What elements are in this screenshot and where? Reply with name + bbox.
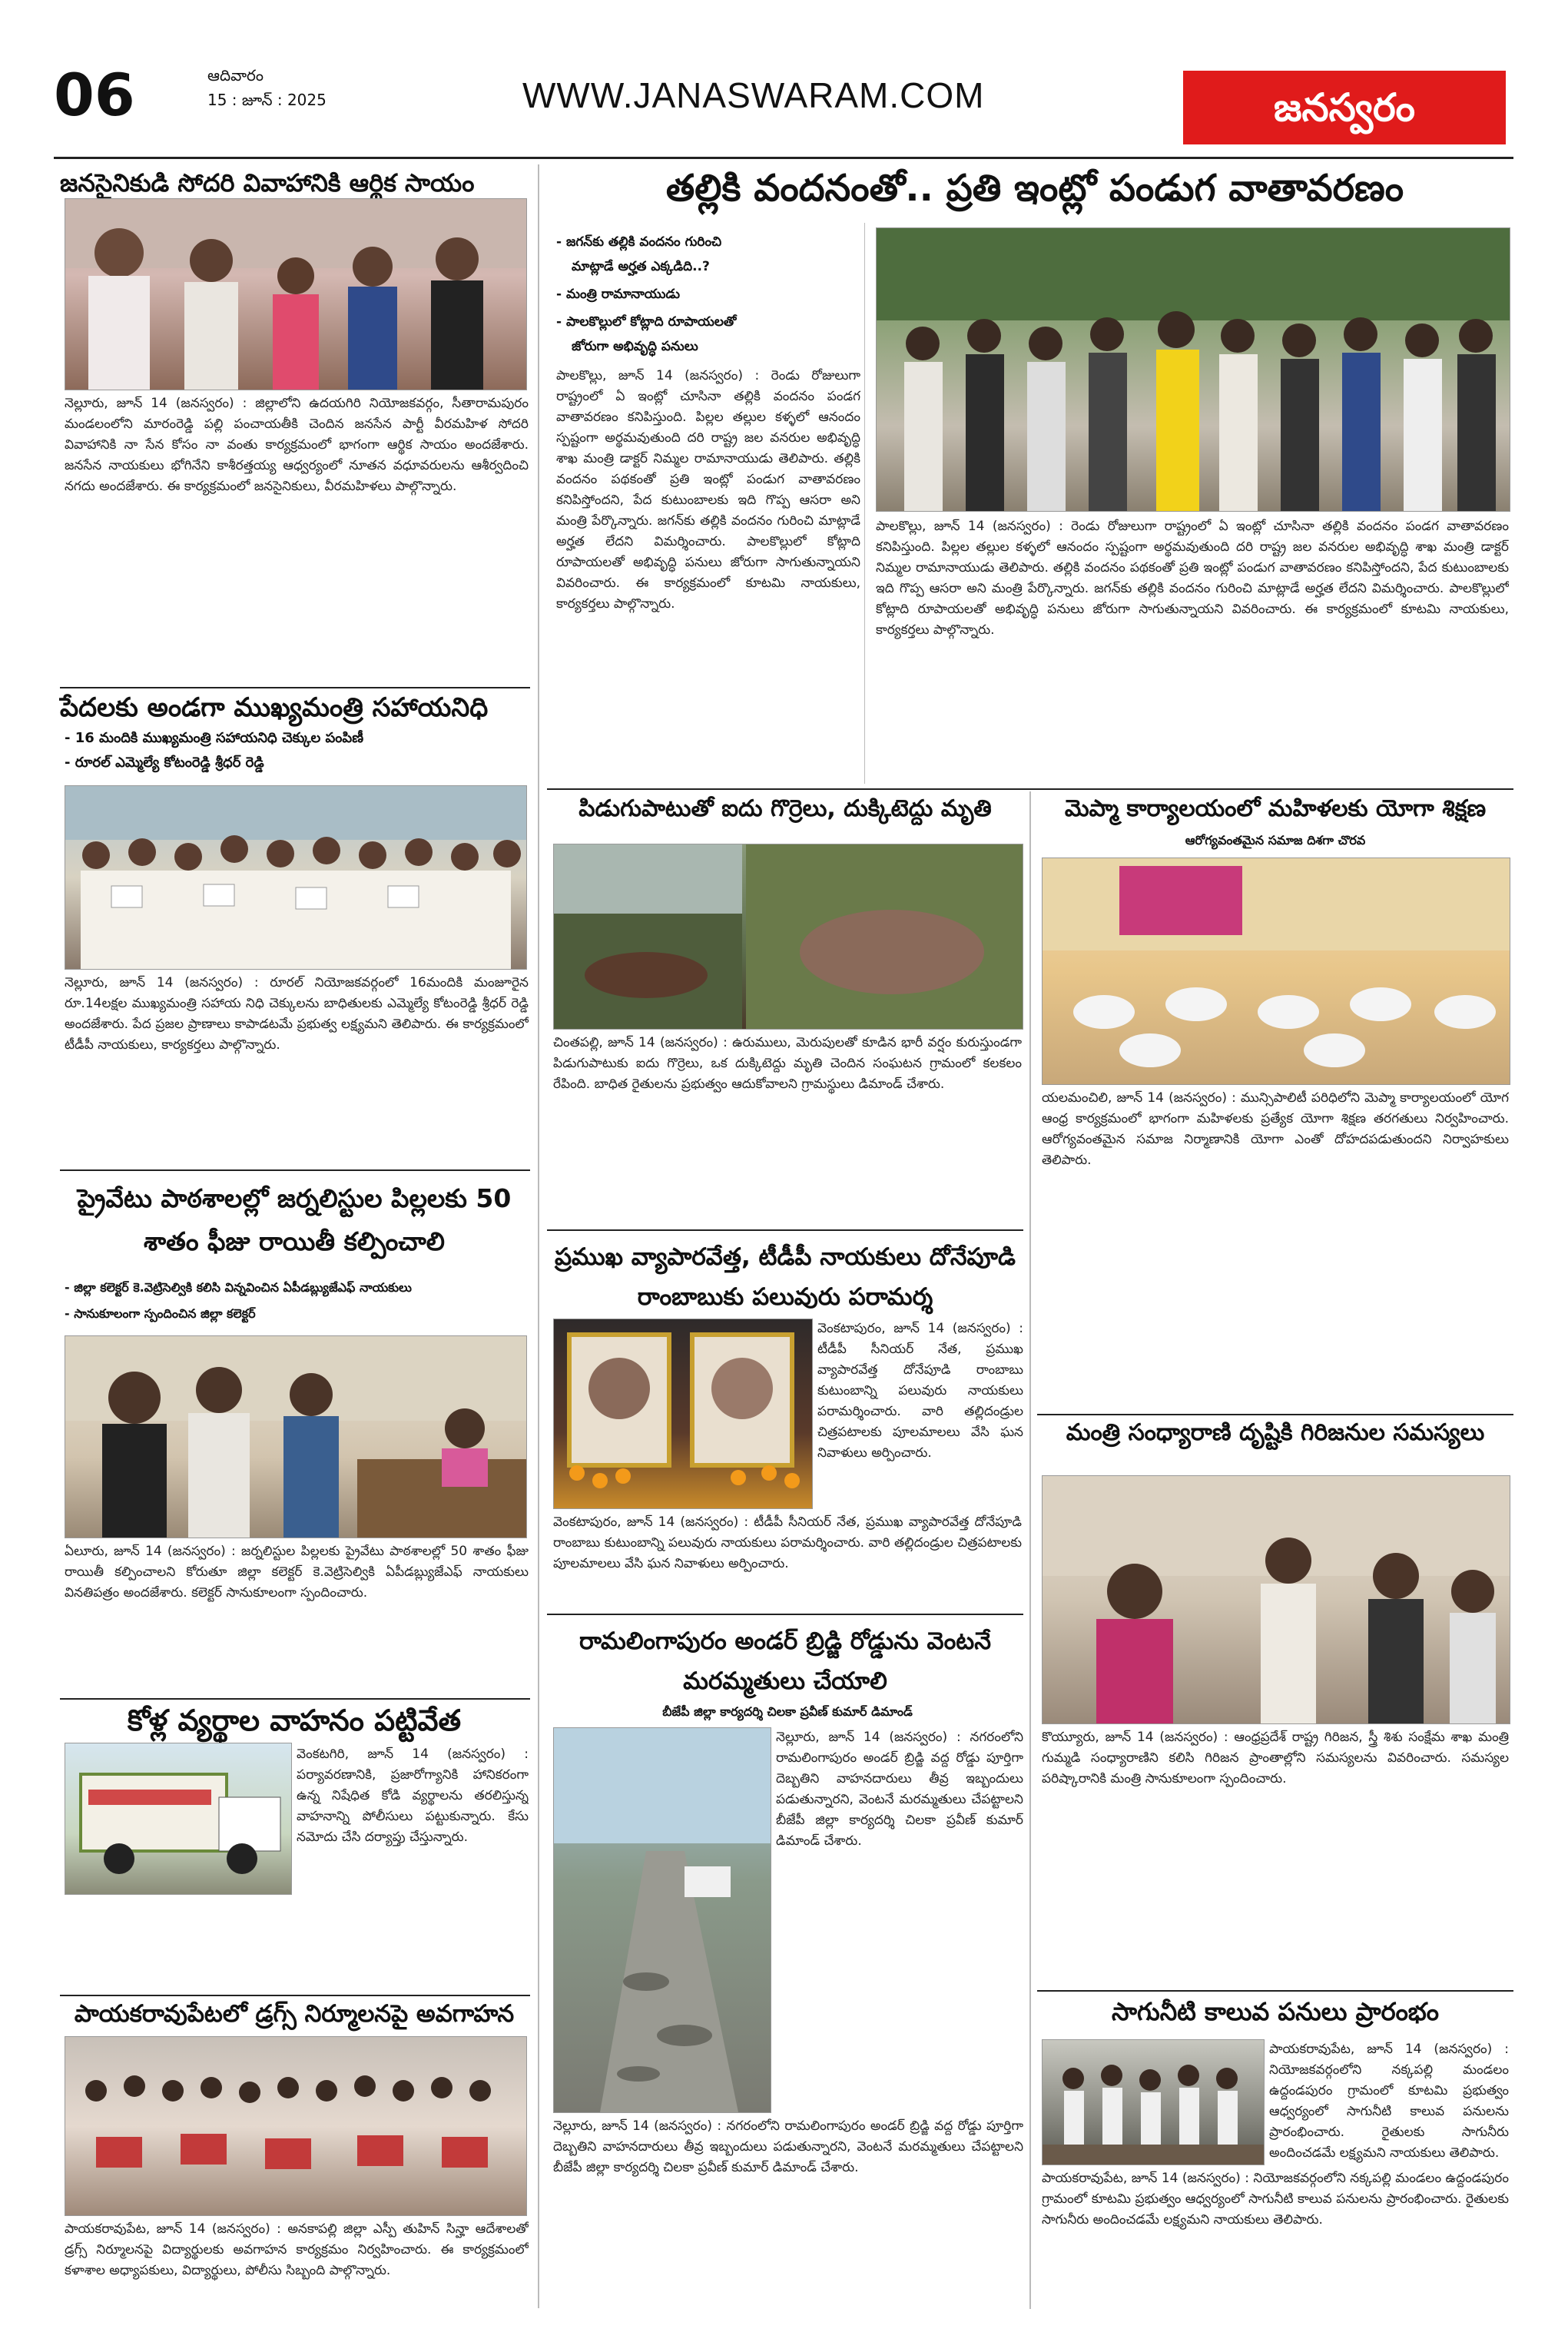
main-bullet: - మంత్రి రామానాయుడు: [556, 287, 680, 302]
story-rule: [60, 1995, 530, 1996]
story-body: యలమంచిలి, జూన్ 14 (జనస్వరం) : మున్సిపాలిటీ పరిధిలోని మెప్మా కార్యాలయంలో యోగ ఆంధ్ర కార్యక్రమంలో భాగంగా మహిళలకు ప్రత్యేక యోగా శిక్షణ తరగతులు నిర్వహించారు. ఆరోగ్యవంతమైన సమాజ నిర్మాణానికి యోగా ఎంతో దోహదపడుతుందని నిర్వాహకులు తెలిపారు.: [1042, 1090, 1509, 1168]
story-bullet: - సానుకూలంగా స్పందించిన జిల్లా కలెక్టర్: [65, 1306, 256, 1321]
column-rule: [538, 164, 539, 2308]
photo-students-drug-awareness: [65, 2036, 527, 2216]
story-rule: [60, 1169, 530, 1171]
story-headline: పేదలకు అండగా ముఖ్యమంత్రి సహాయనిధి: [60, 692, 489, 723]
story-rule: [547, 1614, 1023, 1615]
main-bullet: జోరుగా అభివృద్ధి పనులు: [572, 339, 698, 354]
story-body: వెంకటగిరి, జూన్ 14 (జనస్వరం) : పర్యావరణానికి, ప్రజారోగ్యానికి హానికరంగా ఉన్న నిషేధిత కోడి వ్యర్థాలను తరలిస్తున్న వాహనాన్ని పోలీసులు పట్టుకున్నారు. కేసు నమోదు చేసి దర్యాప్తు చేస్తున్నారు.: [297, 1747, 529, 1845]
story-body: నెల్లూరు, జూన్ 14 (జనస్వరం) : జిల్లాలోని ఉదయగిరి నియోజకవర్గం, సీతారామపురం మండలంలోని మారంరెడ్డి పల్లి పంచాయతీకి చెందిన జనసేన పార్టీ వీరమహిళ సోదరి వివాహానికి నా సేన కోసం నా వంతు కార్యక్రమంలో భాగంగా ఆర్థిక సాయం అందజేశారు. జనసేన నాయకులు భోగినేని కాశీరత్తయ్య ఆధ్వర్యంలో నూతన వధూవరులను ఆశీర్వదించి నగదు అందజేశారు. ఈ కార్యక్రమంలో జనసైనికులు, వీరమహిళలు పాల్గొన్నారు.: [65, 396, 529, 494]
story-body: కొయ్యూరు, జూన్ 14 (జనస్వరం) : ఆంధ్రప్రదేశ్ రాష్ట్ర గిరిజన, స్త్రీ శిశు సంక్షేమ శాఖ మంత్రి గుమ్మడి సంధ్యారాణిని కలిసి గిరిజన ప్రాంతాల్లోని సమస్యలను వివరించారు. సమస్యల పరిష్కారానికి మంత్రి సానుకూలంగా స్పందించారు.: [1042, 1730, 1509, 1786]
main-bullet: - జగన్‌కు తల్లికి వందనం గురించి: [556, 234, 722, 250]
story-headline: పాయకరావుపేటలో డ్రగ్స్ నిర్మూలనపై అవగాహన: [74, 2000, 515, 2028]
page-date: [207, 63, 346, 112]
story-body: పాయకరావుపేట, జూన్ 14 (జనస్వరం) : నియోజకవర్గంలోని నక్కపల్లి మండలం ఉద్దండపురం గ్రామంలో కూటమి ప్రభుత్వం ఆధ్వర్యంలో సాగునీటి కాలువ పనులను ప్రారంభించారు. రైతులకు సాగునీరు అందించడమే లక్ష్యమని నాయకులు తెలిపారు.: [1269, 2042, 1509, 2161]
column-rule: [1029, 791, 1031, 2309]
story-bullet: - జిల్లా కలెక్టర్ కె.వెట్రిసెల్వికి కలిసి విన్నవించిన ఏపీడబ్ల్యుజేఎఫ్ నాయకులు: [65, 1280, 412, 1295]
story-headline: జనసైనికుడి సోదరి వివాహానికి ఆర్థిక సాయం: [60, 168, 475, 197]
story-headline: మంత్రి సంధ్యారాణి దృష్టికి గిరిజనుల సమస్యలు: [1066, 1419, 1485, 1446]
main-body: పాలకొల్లు, జూన్ 14 (జనస్వరం) : రెండు రోజులుగా రాష్ట్రంలో ఏ ఇంట్లో చూసినా తల్లికి వందనం పండగ వాతావరణం కనిపిస్తుంది. పిల్లల తల్లుల కళ్ళలో ఆనందం స్పష్టంగా అర్థమవుతుంది దరి రాష్ట్ర జల వనరుల అభివృద్ధి శాఖ మంత్రి డాక్టర్ నిమ్మల రామానాయుడు తెలిపారు. తల్లికి వందనం పథకంతో ప్రతి ఇంట్లో పండుగ వాతావరణం కనిపిస్తోందని, పేద కుటుంబాలకు ఇది గొప్ప ఆసరా అని మంత్రి పేర్కొన్నారు. జగన్‌కు తల్లికి వందనం గురించి మాట్లాడే అర్హత లేదని విమర్శించారు. పాలకొల్లులో కోట్లాది రూపాయలతో అభివృద్ధి పనులు జోరుగా సాగుతున్నాయని వివరించారు. ఈ కార్యక్రమంలో కూటమి నాయకులు, కార్యకర్తలు పాల్గొన్నారు.: [556, 368, 860, 612]
story-body: నెల్లూరు, జూన్ 14 (జనస్వరం) : రూరల్ నియోజకవర్గంలో 16మందికి మంజూరైన రూ.14లక్షల ముఖ్యమంత్రి సహాయ నిధి చెక్కులను బాధితులకు ఎమ్మెల్యే కోటంరెడ్డి శ్రీధర్ రెడ్డి అందజేశారు. పేద ప్రజల ప్రాణాలు కాపాడటమే ప్రభుత్వ లక్ష్యమని తెలిపారు. ఈ కార్యక్రమంలో టీడీపీ నాయకులు, కార్యకర్తలు పాల్గొన్నారు.: [65, 975, 529, 1053]
photo-portrait-tribute: [553, 1319, 813, 1509]
story-headline: రామలింగాపురం అండర్ బ్రిడ్జి రోడ్డును వెంటనే మరమ్మతులు చేయాలి: [578, 1627, 992, 1695]
story-headline: పిడుగుపాటుతో ఐదు గొర్రెలు, దుక్కిటెద్దు మృతి: [578, 795, 992, 822]
day-label: ఆదివారం: [207, 66, 264, 85]
photo-cheque-distribution-group: [65, 785, 527, 970]
photo-journalists-meet-collector: [65, 1335, 527, 1538]
story-headline: సాగునీటి కాలువ పనులు ప్రారంభం: [1111, 1997, 1440, 2026]
story-bullet: - 16 మందికి ముఖ్యమంత్రి సహాయనిధి చెక్కుల పంపిణీ: [65, 730, 364, 746]
column-rule: [864, 223, 865, 784]
story-subheading: బీజేపీ జిల్లా కార్యదర్శి చిలకా ప్రవీణ్ కుమార్ డిమాండ్: [662, 1704, 913, 1719]
story-subheading: ఆరోగ్యవంతమైన సమాజ దిశగా చొరవ: [1185, 833, 1366, 848]
page-number: 06: [54, 61, 135, 129]
story-headline: ప్రముఖ వ్యాపారవేత్త, టీడీపీ నాయకులు దోనేపూడి రాంబాబుకు పలువురు పరామర్శ: [555, 1243, 1016, 1311]
story-bullet: - రూరల్ ఎమ్మెల్యే కోటంరెడ్డి శ్రీధర్ రెడ్డి: [65, 755, 264, 771]
main-bullet: - పాలకొల్లులో కోట్లాది రూపాయలతో: [556, 314, 737, 330]
story-body-continued: నెల్లూరు, జూన్ 14 (జనస్వరం) : నగరంలోని రామలింగాపురం అండర్ బ్రిడ్జి వద్ద రోడ్డు పూర్తిగా దెబ్బతిని వాహనదారులు తీవ్ర ఇబ్బందులు పడుతున్నారని, వెంటనే మరమ్మతులు చేపట్టాలని బీజేపీ జిల్లా కార్యదర్శి చిలకా ప్రవీణ్ కుమార్ డిమాండ్ చేశారు.: [553, 2118, 1023, 2175]
story-body: నెల్లూరు, జూన్ 14 (జనస్వరం) : నగరంలోని రామలింగాపురం అండర్ బ్రిడ్జి వద్ద రోడ్డు పూర్తిగా దెబ్బతిని వాహనదారులు తీవ్ర ఇబ్బందులు పడుతున్నారని, వెంటనే మరమ్మతులు చేపట్టాలని బీజేపీ జిల్లా కార్యదర్శి చిలకా ప్రవీణ్ కుమార్ డిమాండ్ చేశారు.: [776, 1730, 1023, 1849]
story-rule: [60, 1698, 530, 1700]
story-rule: [1037, 1990, 1513, 1992]
story-headline: మెప్మా కార్యాలయంలో మహిళలకు యోగా శిక్షణ: [1064, 795, 1487, 822]
photo-canal-works-start: [1042, 2039, 1265, 2165]
photo-damaged-road-bridge: [553, 1727, 771, 2113]
story-body: ఏలూరు, జూన్ 14 (జనస్వరం) : జర్నలిస్టుల పిల్లలకు ప్రైవేటు పాఠశాలల్లో 50 శాతం ఫీజు రాయితీ కల్పించాలని కోరుతూ జిల్లా కలెక్టర్ కె.వెట్రిసెల్వికి ఏపీడబ్ల్యుజేఎఫ్ నాయకులు వినతిపత్రం అందజేశారు. కలెక్టర్ సానుకూలంగా స్పందించారు.: [65, 1544, 529, 1601]
story-body-continued: పాయకరావుపేట, జూన్ 14 (జనస్వరం) : నియోజకవర్గంలోని నక్కపల్లి మండలం ఉద్దండపురం గ్రామంలో కూటమి ప్రభుత్వం ఆధ్వర్యంలో సాగునీటి కాలువ పనులను ప్రారంభించారు. రైతులకు సాగునీరు అందించడమే లక్ష్యమని నాయకులు తెలిపారు.: [1042, 2171, 1509, 2228]
date-label: 15 : జూన్ : 2025: [207, 91, 327, 109]
story-body-continued: వెంకటాపురం, జూన్ 14 (జనస్వరం) : టీడీపీ సీనియర్ నేత, ప్రముఖ వ్యాపారవేత్త దోనేపూడి రాంబాబు కుటుంబాన్ని పలువురు నాయకులు పరామర్శించారు. వారి తల్లిదండ్రుల చిత్రపటాలకు పూలమాలలు వేసి ఘన నివాళులు అర్పించారు.: [553, 1514, 1022, 1571]
main-bullet: మాట్లాడే అర్హత ఎక్కడిది..?: [572, 259, 710, 274]
story-rule: [547, 1229, 1023, 1231]
story-headline: ప్రైవేటు పాఠశాలల్లో జర్నలిస్టుల పిల్లలకు 50 శాతం ఫీజు రాయితీ కల్పించాలి: [77, 1183, 512, 1256]
story-body: వెంకటాపురం, జూన్ 14 (జనస్వరం) : టీడీపీ సీనియర్ నేత, ప్రముఖ వ్యాపారవేత్త దోనేపూడి రాంబాబు కుటుంబాన్ని పలువురు నాయకులు పరామర్శించారు. వారి తల్లిదండ్రుల చిత్రపటాలకు పూలమాలలు వేసి ఘన నివాళులు అర్పించారు.: [817, 1321, 1023, 1461]
story-headline: కోళ్ల వ్యర్థాల వాహనం పట్టివేత: [127, 1703, 462, 1737]
photo-group-handing-cash: [65, 198, 527, 390]
story-body: చింతపల్లి, జూన్ 14 (జనస్వరం) : ఉరుములు, మెరుపులతో కూడిన భారీ వర్షం కురుస్తుండగా పిడుగుపాటుకు ఐదు గొర్రెలు, ఒక దుక్కిటెద్దు మృతి చెందిన సంఘటన గ్రామంలో కలకలం రేపింది. బాధిత రైతులను ప్రభుత్వం ఆదుకోవాలని గ్రామస్థులు డిమాండ్ చేశారు.: [553, 1035, 1022, 1092]
website-url[interactable]: WWW.JANASWARAM.COM: [522, 75, 985, 115]
photo-minister-meeting-people: [1042, 1475, 1510, 1724]
story-body: పాయకరావుపేట, జూన్ 14 (జనస్వరం) : అనకాపల్లి జిల్లా ఎస్పీ తుహిన్ సిన్హా ఆదేశాలతో డ్రగ్స్ నిర్మూలనపై విద్యార్థులకు అవగాహన కార్యక్రమం నిర్వహించారు. ఈ కార్యక్రమంలో కళాశాల అధ్యాపకులు, విద్యార్థులు, పోలీసు సిబ్బంది పాల్గొన్నారు.: [65, 2221, 529, 2278]
photo-minister-crowd-street: [876, 227, 1510, 512]
story-rule: [1037, 1414, 1513, 1415]
photo-seized-vehicle: [65, 1743, 292, 1895]
photo-yoga-training-hall: [1042, 858, 1510, 1085]
masthead-logo: జనస్వరం: [1183, 71, 1506, 144]
story-rule: [547, 788, 1513, 790]
header-rule: [54, 157, 1513, 159]
photo-dead-animals-field: [553, 844, 1023, 1030]
main-headline: తల్లికి వందనంతో.. ప్రతి ఇంట్లో పండుగ వాతావరణం: [665, 167, 1404, 210]
story-rule: [60, 687, 530, 688]
main-body-continued: పాలకొల్లు, జూన్ 14 (జనస్వరం) : రెండు రోజులుగా రాష్ట్రంలో ఏ ఇంట్లో చూసినా తల్లికి వందనం పండగ వాతావరణం కనిపిస్తుంది. పిల్లల తల్లుల కళ్ళలో ఆనందం స్పష్టంగా అర్థమవుతుంది దరి రాష్ట్ర జల వనరుల అభివృద్ధి శాఖ మంత్రి డాక్టర్ నిమ్మల రామానాయుడు తెలిపారు. తల్లికి వందనం పథకంతో ప్రతి ఇంట్లో పండుగ వాతావరణం కనిపిస్తోందని, పేద కుటుంబాలకు ఇది గొప్ప ఆసరా అని మంత్రి పేర్కొన్నారు. జగన్‌కు తల్లికి వందనం గురించి మాట్లాడే అర్హత లేదని విమర్శించారు. పాలకొల్లులో కోట్లాది రూపాయలతో అభివృద్ధి పనులు జోరుగా సాగుతున్నాయని వివరించారు. ఈ కార్యక్రమంలో కూటమి నాయకులు, కార్యకర్తలు పాల్గొన్నారు.: [876, 519, 1509, 638]
